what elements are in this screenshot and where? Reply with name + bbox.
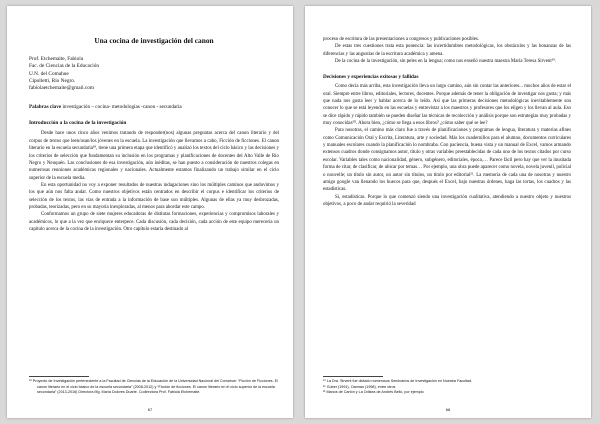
- section-heading: Introducción a la cocina de la investigación: [29, 120, 127, 127]
- paragraph: De estas tres cuestiones trata esta ponencia: las incertidumbres metodológicas, los obstáculos y las bonanzas de las diferencias y las angustias de la escritura académica y amena.: [323, 44, 571, 57]
- paragraph: Como decía más arriba, esta investigación lleva un largo camino, aún sin contar las anteriores... muchos años de estar el oral. Siempre entre libros, editoriales, lectores, docentes. Porque además de tener la obligación de investigar nos gusta; y más que nada nos gusta leer y hablar acerca de lo leído. Así que las primeras decisiones metodológicas inevitablemente son conocer lo que se está leyendo en las escuelas y entrevistar a los maestros y profesores que los eligen y los llevan al aula. Eso se dice rápido y rápido también se pueden diseñar las técnicas de recolección y análisis porque son estrategias muy probadas y muy conocidas²⁰. Ahora bien, ¿cómo se llega a esos libros? ¿cómo saber qué se lee?: [323, 84, 571, 127]
- keywords-label: Palabras clave: [29, 104, 62, 111]
- paragraph: Si, estadísticas. Porque lo que comenzó siendo una investigación cualitativa, atendiendo a nuestro objeto y nuestros objetivos, a poco de andar requirió la severidad: [323, 194, 571, 207]
- footnote: ¹⁹ La Dra. Sirvent fue dictado numerosos Seminarios de Investigación en Nuestra Facultad.: [323, 379, 473, 384]
- author-line: Prof. Etchemaite, Fabiola: [29, 56, 84, 62]
- author-line: Fac. de Ciencias de la Educación: [29, 63, 100, 70]
- footnote-rule: [29, 376, 89, 377]
- right-page: [305, 6, 591, 418]
- footnote-rule: [323, 376, 383, 377]
- footnotes: [7, 376, 293, 396]
- author-block: [29, 56, 279, 92]
- paragraph: En esta oportunidad no voy a exponer resultados de nuestras indagaciones sino los múltiples caminos que anduvimos y los que aún nos falta andar. Como nuestros objetivos están centrados en describir el corpus e identificar los criterios de selección de los textos, las vías de entrada a la información de base son múltiples. Algunas de ellas ya muy desbrozadas, probadas, teorizadas, pero en su mayoría inexploradas, al menos para abordar este campo.: [29, 182, 279, 210]
- paragraph: proceso de escritura de las presentaciones a congresos y publicaciones posibles.: [323, 37, 480, 42]
- paper-title: Una cocina de investigación del canon: [94, 36, 214, 45]
- page-number: 68: [445, 407, 451, 412]
- paragraph: De la cocina de la investigación, sin peles en la lengua; como nos enseñó nuestra maestra María Teresa Sirvent¹⁹.: [335, 59, 557, 65]
- left-page: [7, 6, 293, 418]
- keywords-text: investigación – cocina- metodologías -canon - secundaria: [62, 104, 182, 111]
- footnote: ²⁰ Guber (1991), Oarman (1998), entre otros: [323, 384, 396, 389]
- page-number: 67: [147, 407, 153, 412]
- paragraph: Conformamos un grupo de siete mujeres educadoras de distintas formaciones, experiencias y compromisos laborales y académicos, lo que a la vez que enriquece enterpece. Cada discusión, cada decisión, cada acción de este equipo merecería un capítulo acerca de la cocina de la investigación. Otro capítulo estaría destinado al: [29, 212, 279, 232]
- author-line: U.N. del Comahue: [29, 70, 69, 77]
- paragraph: Desde hace unos cinco años venimos tratando de responder(nos) algunas preguntas acerca del canon literario y del corpus de textos que leen/usan/los jóvenes en la escuela. La investigación que llevamos a cabo, Ficción de ficciones. El canon literario en la escuela secundaria¹⁸, tiene una primera etapa que identificó y analizó los textos del ciclo básico y las decisiones y los criterios de selección que fundamentan su inclusión en los programas y planificaciones de docentes del Alto Valle de Río Negro y Neuquén. Las conclusiones de esa investigación, aún inéditas, se han puesto a consideración de nuestros colegas en numerosas reuniones académicas regionales y nacionales. Actualmente estamos finalizando un trabajo similar en el ciclo superior de la escuela media.: [29, 131, 279, 181]
- footnote: ¹⁸ Proyecto de Investigación perteneciente a la Facultad de Ciencias de la Educación de la Universidad Nacional del Comahue: “Ficción de Ficciones. El canon literario en el ciclo básico de la escuela secundaria” (2008-2012) y “Ficción de ficciones. El canon literario en el ciclo superior de la escuela secundaria” (2013-2016) Directora Mg. María Dolores Duarte. Codirectora Prof. Fabiola Etchemaite.: [29, 379, 278, 395]
- paragraph: Para nosotras, el camino más claro fue a través de planificaciones y programas de lengua, literatura y materias afines como Comunicación Oral y Escrita, Literatura, arte y sociedad. Más los cuadernillos para el alumno, documentos curriculares y manuales escolares cuando la planificación lo nombraba. Con paciencia, buena vista y un manual de Excel, vamos armando extensos cuadros donde consignamos autor, título y otras variables preestablecidas de cada uno de los textos citados por curso escolar. Variables tales como nacionalidad, género, subgénero, editoriales, época,… Parece fácil pero hay que ver la inusitada forma de citar, de clasificar, de ubicar por temas… Por ejemplo, una obra puede aparecer como novela, novela juvenil, policial o nouvelle; un título sin autor, un autor sin títulos, un título por editorial²¹. La memoria de cada una de nosotras y nuestro amigo google van llenando los huecos para que, después el Excel, bajo nuestras órdenes, haga las tortas, los cuadros y las estadísticas.: [323, 128, 571, 193]
- footnotes: [305, 376, 591, 396]
- section-heading: Decisiones y experiencias exitosas y fallidas: [323, 74, 419, 81]
- keywords: [29, 104, 279, 111]
- footnote: ²¹ Manos de Cartón y La Odisea de Andrés Bello, por ejemplo: [323, 390, 424, 395]
- author-line: Cipolletti, Río Negro.: [29, 77, 76, 84]
- author-email: fabiolaetchemaite@gmail.com: [29, 85, 95, 92]
